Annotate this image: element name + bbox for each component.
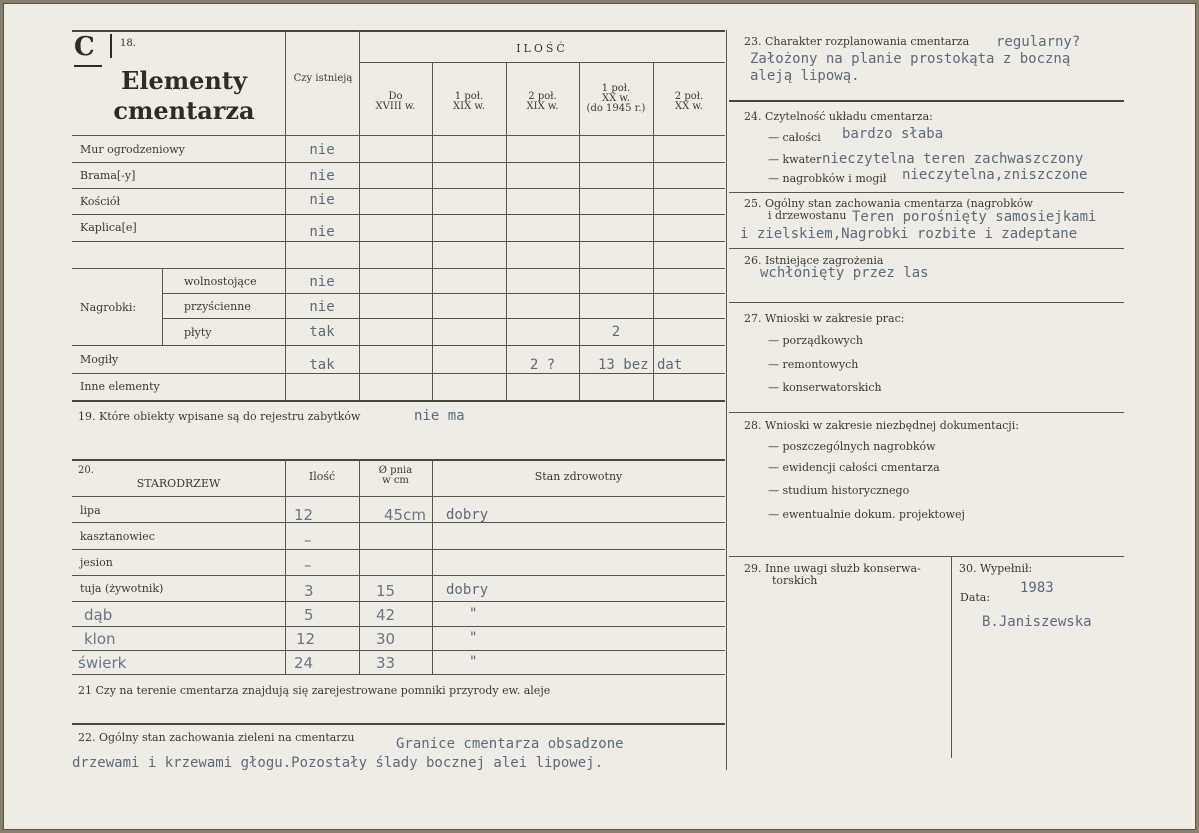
tree-state: " xyxy=(469,654,478,670)
col-ilosc: ILOŚĆ xyxy=(516,42,568,55)
row-rule xyxy=(72,162,725,163)
tree-count: – xyxy=(304,531,312,549)
col-rule xyxy=(653,62,654,400)
tree-state: dobry xyxy=(446,582,489,598)
col-czy-istnieja: Czy istnieją xyxy=(293,73,353,84)
period-line: XX w. xyxy=(675,101,703,112)
section-25-label-line1: 25. Ogólny stan zachowania cmentarza (nagrobków xyxy=(744,197,1033,210)
row-rule xyxy=(72,345,725,346)
row-rule xyxy=(72,241,725,242)
title-line-2: cmentarza xyxy=(113,96,255,125)
section-30-label: 30. Wypełnił: xyxy=(959,562,1033,575)
top-rule xyxy=(72,30,725,32)
row-rule xyxy=(162,293,725,294)
tree-state: dobry xyxy=(446,507,489,523)
row-rule xyxy=(72,400,725,402)
data-label: Data: xyxy=(960,591,991,604)
row-rule xyxy=(72,214,725,215)
section-28-item: — poszczególnych nagrobków xyxy=(768,440,936,453)
section-26-value: wchłonięty przez las xyxy=(760,265,929,281)
period-header xyxy=(432,92,506,112)
row-rule xyxy=(72,373,725,374)
tree-diam: 42 xyxy=(376,606,396,624)
tree-count: 24 xyxy=(294,654,314,672)
section-21-label: 21 Czy na terenie cmentarza znajdują się zarejestrowane pomniki przyrody ew. aleje xyxy=(78,684,551,697)
section-26-label: 26. Istniejące zagrożenia xyxy=(744,254,884,267)
card-label-bar xyxy=(110,34,112,58)
section-24-label: 24. Czytelność układu cmentarza: xyxy=(744,110,933,123)
section-19-value: nie ma xyxy=(414,408,465,424)
row-label-plyty: płyty xyxy=(184,326,212,339)
tree-count: 5 xyxy=(304,606,314,624)
row-rule xyxy=(729,100,1124,102)
section-22-value-line1: Granice cmentarza obsadzone xyxy=(396,736,624,752)
filled-by-name: B.Janiszewska xyxy=(982,614,1092,630)
nagrobkow-value: nieczytelna,zniszczone xyxy=(902,167,1088,183)
row-rule xyxy=(72,626,725,627)
period-line: 2 poł. xyxy=(674,91,704,102)
value-kosciol: nie xyxy=(309,192,335,208)
row-rule xyxy=(72,188,725,189)
section-28-item: — ewidencji całości cmentarza xyxy=(768,461,940,474)
row-rule xyxy=(729,192,1124,193)
kwater-value: nieczytelna teren zachwaszczony xyxy=(822,151,1084,167)
row-rule xyxy=(72,723,725,725)
col-starodrzew: STARODRZEW xyxy=(136,477,221,490)
value-przyscienne: nie xyxy=(309,299,335,315)
section-25-label-line2: i drzewostanu xyxy=(768,209,847,222)
col-pnia xyxy=(359,466,432,486)
row-rule xyxy=(72,601,725,602)
period-line: XIX w. xyxy=(526,101,559,112)
col-rule xyxy=(359,459,360,674)
section-18-number: 18. xyxy=(120,38,136,49)
row-rule xyxy=(72,674,725,675)
row-label-inne: Inne elementy xyxy=(80,380,160,393)
period-line: (do 1945 r.) xyxy=(586,103,646,114)
row-label-nagrobki: Nagrobki: xyxy=(80,301,137,314)
tree-diam: 15 xyxy=(376,582,396,600)
tree-count: 12 xyxy=(296,630,316,648)
section-28-item: — ewentualnie dokum. projektowej xyxy=(768,508,965,521)
section-23-value-line2: Założony na planie prostokąta z boczną xyxy=(750,51,1071,67)
section-25-value-line1: Teren porośnięty samosiejkami xyxy=(852,209,1097,225)
row-label-kaplica: Kaplica[e] xyxy=(80,221,137,234)
period-line: 1 poł. xyxy=(454,91,484,102)
row-rule xyxy=(729,248,1124,249)
value-kaplica: nie xyxy=(309,224,335,240)
period-line: XIX w. xyxy=(453,101,485,112)
inventory-card xyxy=(3,3,1196,830)
period-line: 2 poł. xyxy=(528,91,557,102)
col-rule xyxy=(162,268,163,345)
section-22-value-line2: drzewami i krzewami głogu.Pozostały ślady bocznej alei lipowej. xyxy=(72,755,604,771)
tree-name: świerk xyxy=(78,654,127,672)
tree-name: jesion xyxy=(80,556,113,569)
tree-state: " xyxy=(469,630,478,646)
row-label-wolnostojace: wolnostojące xyxy=(184,275,257,288)
section-19-label: 19. Które obiekty wpisane są do rejestru zabytków xyxy=(78,410,361,423)
row-rule xyxy=(72,650,725,651)
tree-name: tuja (żywotnik) xyxy=(80,582,164,595)
section-28-label: 28. Wnioski w zakresie niezbędnej dokumentacji: xyxy=(744,419,1019,432)
col-rule xyxy=(951,556,952,758)
header-bottom-rule xyxy=(72,135,725,136)
row-label-mogily: Mogiły xyxy=(80,353,119,366)
section-27-label: 27. Wnioski w zakresie prac: xyxy=(744,312,905,325)
calosci-label: — całości xyxy=(768,131,821,144)
row-rule xyxy=(72,459,725,461)
value-plyty: tak xyxy=(309,324,335,340)
col-rule xyxy=(285,459,286,674)
row-rule xyxy=(162,318,725,319)
ilosc-rule xyxy=(359,62,725,63)
period-line: 1 poł. xyxy=(601,83,631,94)
value-wolnostojace: nie xyxy=(309,274,335,290)
row-rule xyxy=(729,302,1124,303)
calosci-value: bardzo słaba xyxy=(842,126,944,142)
col-rule xyxy=(285,30,286,400)
tree-name: lipa xyxy=(80,504,101,517)
period-line: Do xyxy=(388,91,403,102)
tree-name: klon xyxy=(84,630,116,648)
row-label-brama: Brama[-y] xyxy=(80,169,136,182)
value-mur: nie xyxy=(309,142,335,158)
col-rule xyxy=(359,30,360,400)
tree-diam: 33 xyxy=(376,654,396,672)
row-rule xyxy=(729,412,1124,413)
section-27-item: — remontowych xyxy=(768,358,859,371)
period-line: XVIII w. xyxy=(375,101,416,112)
section-27-item: — konserwatorskich xyxy=(768,381,882,394)
value-mogily-1pol-xx: 13 bez dat xyxy=(598,357,683,373)
tree-count: 12 xyxy=(294,506,314,524)
period-header xyxy=(579,84,653,114)
kwater-label: — kwater xyxy=(768,153,822,166)
section-27-item: — porządkowych xyxy=(768,334,863,347)
section-25-value-line2: i zielskiem,Nagrobki rozbite i zadeptane xyxy=(740,226,1078,242)
period-header xyxy=(653,92,725,112)
row-label-mur: Mur ogrodzeniowy xyxy=(80,143,185,156)
row-rule xyxy=(72,575,725,576)
card-label: C xyxy=(74,32,95,62)
section-29-label-line1: 29. Inne uwagi służb konserwa- xyxy=(744,562,921,575)
section-23-label: 23. Charakter rozplanowania cmentarza xyxy=(744,35,970,48)
value-plyty-1pol-xx: 2 xyxy=(611,324,621,340)
tree-state: " xyxy=(469,606,478,622)
value-mogily-2pol-xix: 2 ? xyxy=(529,357,556,373)
col-pnia-line: Ø pnia xyxy=(378,465,413,476)
col-rule xyxy=(432,62,433,400)
section-18-title xyxy=(84,66,284,126)
row-rule xyxy=(729,556,1124,557)
col-rule xyxy=(506,62,507,400)
tree-count: 3 xyxy=(304,582,314,600)
tree-name: dąb xyxy=(84,606,113,624)
title-line-1: Elementy xyxy=(121,66,247,95)
col-ilosc-drzew: Ilość xyxy=(308,470,336,483)
row-rule xyxy=(72,268,725,269)
value-mogily: tak xyxy=(309,357,335,373)
period-header xyxy=(506,92,579,112)
section-20-number: 20. xyxy=(78,465,94,476)
section-23-value-line1: regularny? xyxy=(996,34,1081,50)
col-rule xyxy=(432,459,433,674)
col-stan-zdrowotny: Stan zdrowotny xyxy=(534,470,623,483)
section-28-item: — studium historycznego xyxy=(768,484,910,497)
date-value: 1983 xyxy=(1020,580,1054,596)
row-rule xyxy=(72,496,725,497)
period-header xyxy=(359,92,432,112)
period-line: XX w. xyxy=(602,93,630,104)
tree-name: kasztanowiec xyxy=(80,530,155,543)
section-22-label: 22. Ogólny stan zachowania zieleni na cmentarzu xyxy=(78,731,355,744)
row-label-przyscienne: przyścienne xyxy=(184,300,251,313)
tree-diam: 45cm xyxy=(384,506,426,524)
section-23-value-line3: aleją lipową. xyxy=(750,68,860,84)
value-brama: nie xyxy=(309,168,335,184)
col-pnia-line: w cm xyxy=(382,475,409,486)
row-rule xyxy=(72,549,725,550)
nagrobkow-label: — nagrobków i mogił xyxy=(768,172,887,185)
column-divider xyxy=(726,30,727,770)
section-29-label-line2: torskich xyxy=(772,574,818,587)
tree-count: – xyxy=(304,556,312,574)
tree-diam: 30 xyxy=(376,630,396,648)
row-label-kosciol: Kościół xyxy=(80,195,121,208)
